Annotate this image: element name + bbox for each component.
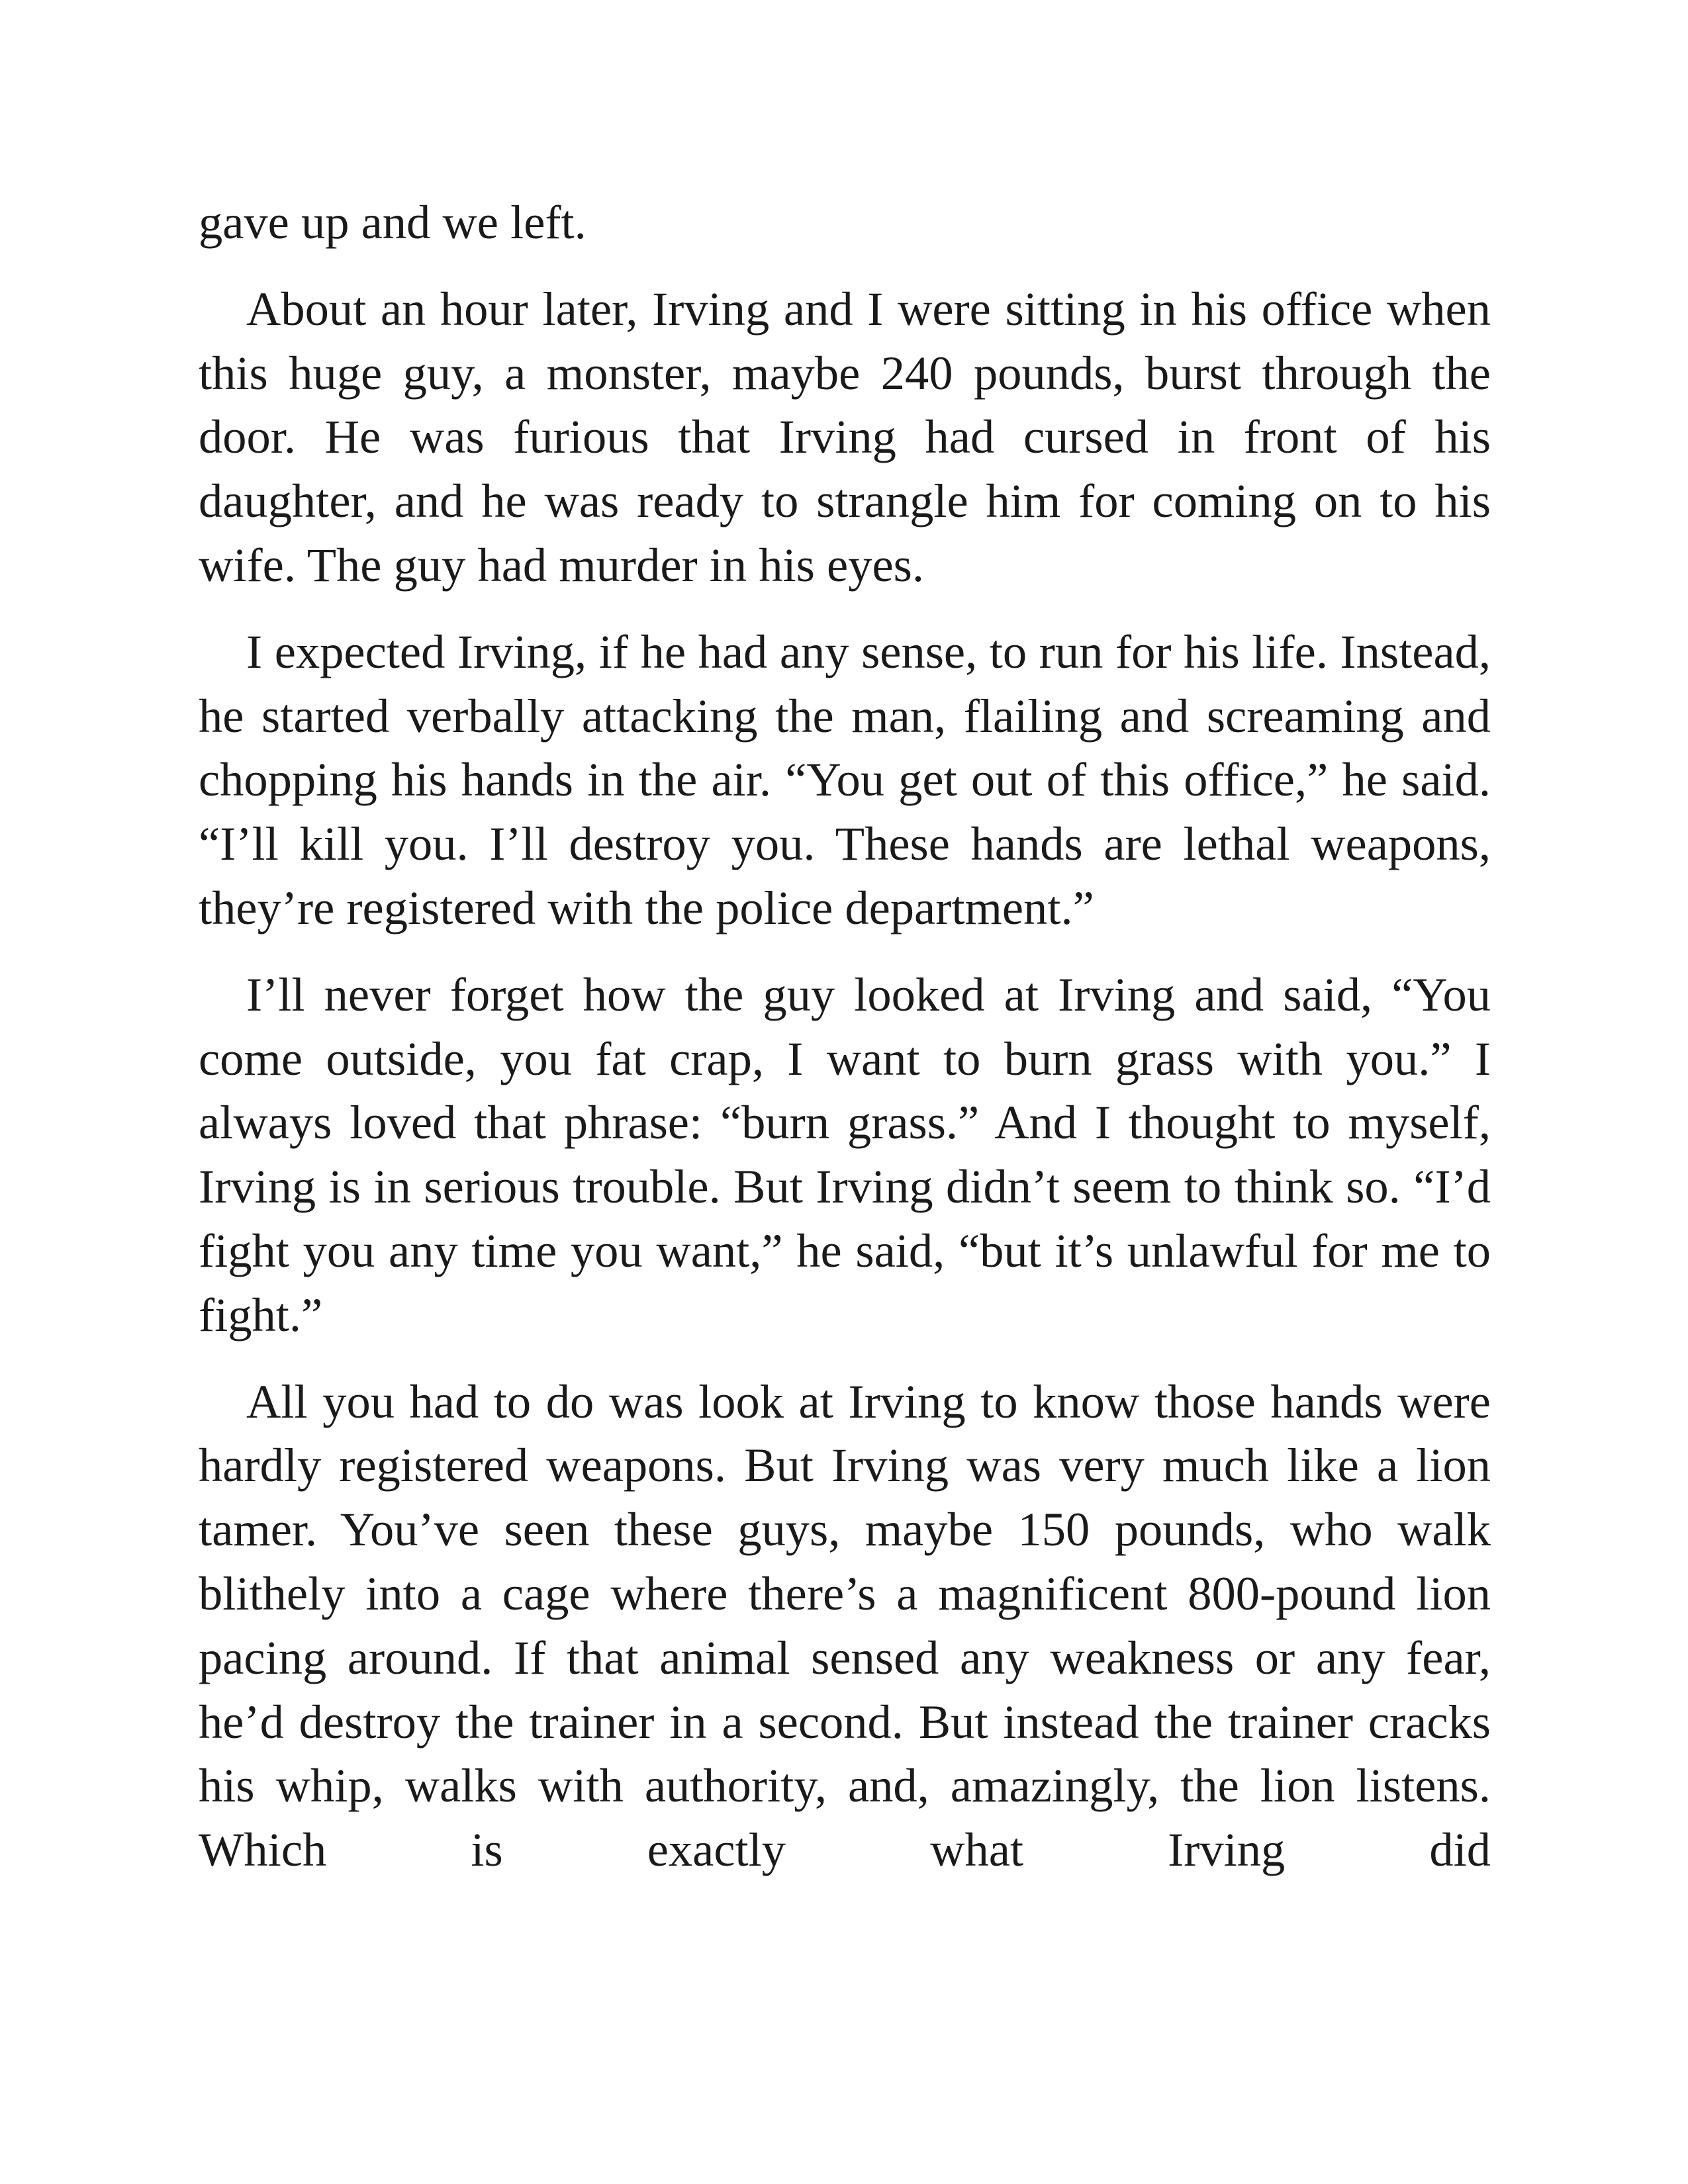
paragraph: I’ll never forget how the guy looked at Irving and said, “You come outside, you fat crap, I want to burn grass with you.” I always loved that phrase: “burn grass.” And I thought to myself, Irving is in serious trouble. But Irving didn’t seem to think so. “I’d fight you any time you want,” he said, “but it’s unlawful for me to fight.”: [199, 967, 1491, 1342]
body-text: [199, 191, 1491, 1882]
paragraph: I expected Irving, if he had any sense, to run for his life. Instead, he started verbally attacking the man, flailing and screaming and chopping his hands in the air. “You get out of this office,” he said. “I’ll kill you. I’ll destroy you. These hands are lethal weapons, they’re registered with the police department.”: [199, 624, 1491, 934]
paragraph: About an hour later, Irving and I were sitting in his office when this huge guy, a monster, maybe 240 pounds, burst through the door. He was furious that Irving had cursed in front of his daughter, and he was ready to strangle him for coming on to his wife. The guy had murder in his eyes.: [199, 281, 1491, 592]
paragraph: All you had to do was look at Irving to know those hands were hardly registered weapons. But Irving was very much like a lion tamer. You’ve seen these guys, maybe 150 pounds, who walk blithely into a cage where there’s a magnificent 800-pound lion pacing around. If that animal sensed any weakness or any fear, he’d destroy the trainer in a second. But instead the trainer cracks his whip, walks with authority, and, amazingly, the lion listens. Which is exactly what Irving did: [199, 1374, 1491, 1877]
paragraph-continued: gave up and we left.: [199, 195, 586, 249]
